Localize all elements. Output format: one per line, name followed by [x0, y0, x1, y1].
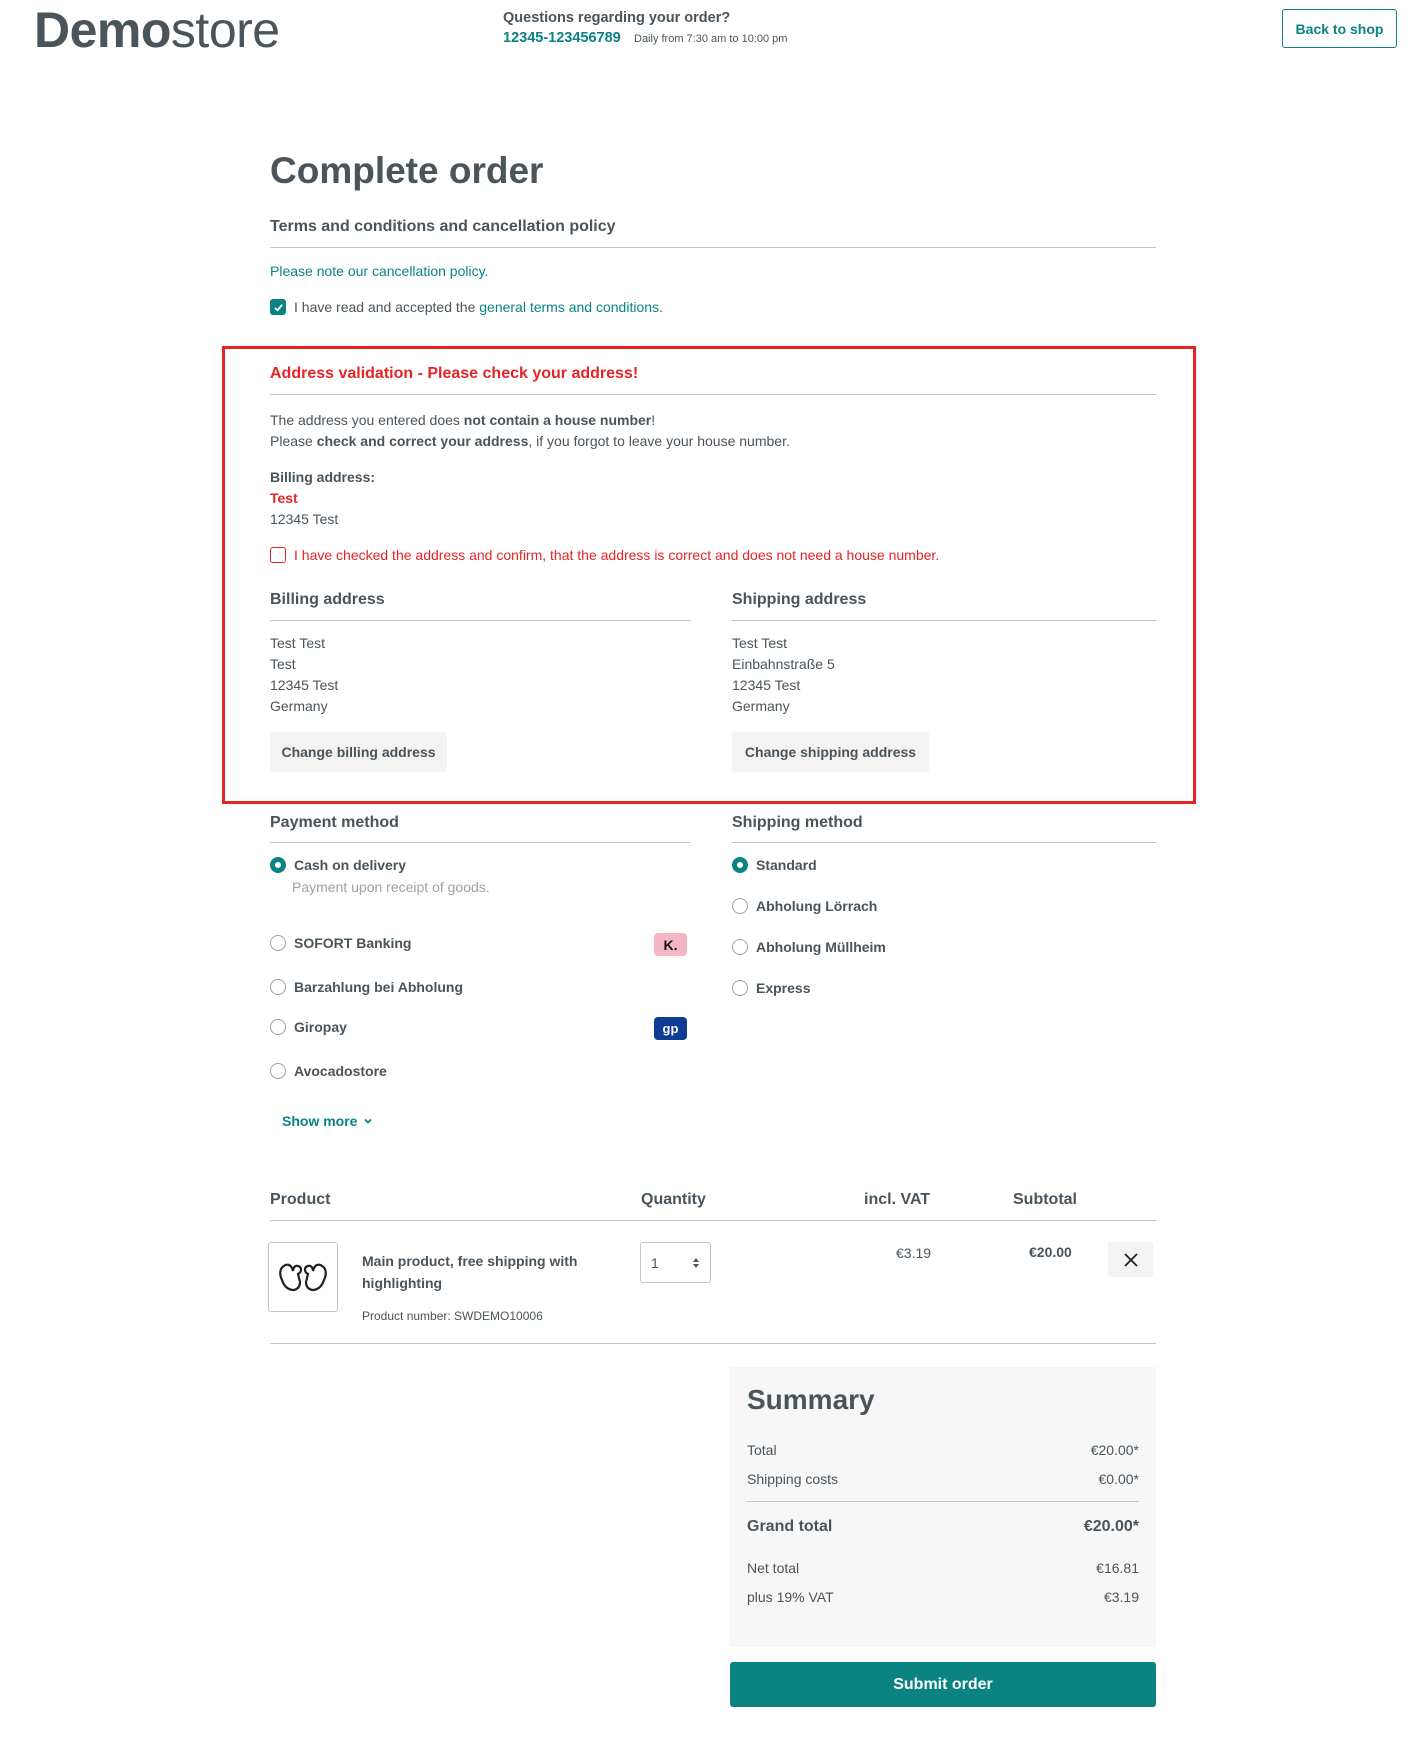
payment-radio[interactable]: [270, 857, 286, 873]
billing-address-title: Billing address: [270, 591, 385, 608]
shipping-option-abholung-muellheim[interactable]: Abholung Müllheim: [732, 939, 886, 955]
terms-title: Terms and conditions and cancellation policy: [270, 218, 616, 235]
missing-house-number-street: Test: [270, 490, 298, 506]
remove-item-button[interactable]: [1108, 1242, 1153, 1277]
payment-radio[interactable]: [270, 1063, 286, 1079]
page-title: Complete order: [270, 150, 544, 191]
summary-shipping-row: Shipping costs €0.00*: [747, 1471, 1139, 1487]
payment-description: Payment upon receipt of goods.: [292, 879, 490, 895]
summary-title: Summary: [747, 1384, 875, 1415]
summary-grand-total-row: Grand total €20.00*: [747, 1518, 1139, 1535]
shipping-address-lines: Test Test Einbahnstraße 5 12345 Test Germany: [732, 635, 835, 714]
divider: [270, 842, 691, 843]
hotline-question: Questions regarding your order?: [503, 10, 731, 26]
hotline-number[interactable]: 12345-123456789: [503, 30, 621, 46]
payment-option-cash-on-delivery[interactable]: Cash on delivery: [270, 857, 406, 873]
item-subtotal: €20.00: [1029, 1244, 1072, 1260]
mittens-icon: [276, 1260, 330, 1294]
payment-option-avocadostore[interactable]: Avocadostore: [270, 1063, 387, 1079]
shipping-radio[interactable]: [732, 857, 748, 873]
divider: [732, 842, 1156, 843]
show-more-button[interactable]: Show more: [282, 1113, 373, 1129]
divider: [732, 620, 1156, 621]
shipping-option-express[interactable]: Express: [732, 980, 810, 996]
sort-arrows-icon: [692, 1257, 700, 1269]
terms-checkbox[interactable]: [270, 299, 286, 315]
address-confirm-row[interactable]: [270, 547, 939, 563]
shipping-radio[interactable]: [732, 980, 748, 996]
divider: [747, 1501, 1139, 1502]
product-number: Product number: SWDEMO10006: [362, 1309, 543, 1323]
giropay-icon: gp: [654, 1017, 687, 1040]
checkmark-icon: [273, 302, 284, 313]
cancellation-policy-link[interactable]: Please note our cancellation policy.: [270, 263, 489, 279]
shipping-option-standard[interactable]: Standard: [732, 857, 817, 873]
summary-vat-row: plus 19% VAT €3.19: [747, 1589, 1139, 1605]
chevron-down-icon: [363, 1116, 373, 1126]
divider: [270, 394, 1156, 395]
column-header-subtotal: Subtotal: [1013, 1191, 1077, 1208]
terms-accept-row[interactable]: I have read and accepted the general terms and conditions.: [270, 299, 663, 315]
address-confirm-checkbox[interactable]: [270, 547, 286, 563]
shipping-method-title: Shipping method: [732, 814, 863, 831]
validation-billing-address: Billing address: Test 12345 Test: [270, 469, 376, 527]
terms-accept-label: I have read and accepted the: [294, 299, 476, 315]
divider: [270, 1343, 1156, 1344]
payment-radio[interactable]: [270, 979, 286, 995]
billing-address-lines: Test Test Test 12345 Test Germany: [270, 635, 339, 714]
back-to-shop-button[interactable]: Back to shop: [1282, 9, 1397, 48]
summary-total-row: Total €20.00*: [747, 1442, 1139, 1458]
submit-order-button[interactable]: Submit order: [730, 1662, 1156, 1707]
klarna-icon: K.: [654, 933, 687, 956]
shipping-address-title: Shipping address: [732, 591, 867, 608]
hotline-hours: Daily from 7:30 am to 10:00 pm: [634, 33, 788, 45]
payment-radio[interactable]: [270, 1019, 286, 1035]
payment-method-title: Payment method: [270, 814, 399, 831]
payment-option-barzahlung[interactable]: Barzahlung bei Abholung: [270, 979, 463, 995]
payment-option-sofort[interactable]: SOFORT Banking: [270, 935, 411, 951]
item-vat: €3.19: [896, 1245, 932, 1261]
store-logo[interactable]: Demostore: [34, 2, 280, 58]
shipping-radio[interactable]: [732, 939, 748, 955]
column-header-vat: incl. VAT: [864, 1191, 931, 1208]
quantity-select[interactable]: 1: [640, 1242, 711, 1283]
product-name[interactable]: Main product, free shipping with highlighting: [362, 1253, 578, 1291]
summary-net-total-row: Net total €16.81: [747, 1560, 1139, 1576]
general-terms-link[interactable]: general terms and conditions: [479, 299, 660, 315]
close-icon: [1123, 1252, 1139, 1268]
address-confirm-label: I have checked the address and confirm, that the address is correct and does not need a house number.: [294, 547, 940, 563]
change-shipping-address-button[interactable]: Change shipping address: [732, 732, 929, 772]
column-header-quantity: Quantity: [641, 1191, 706, 1208]
divider: [270, 620, 691, 621]
address-validation-message: The address you entered does not contain a house number! Please check and correct your address, if you forgot to leave your house number.: [270, 412, 790, 449]
divider: [270, 247, 1156, 248]
shipping-option-abholung-loerrach[interactable]: Abholung Lörrach: [732, 898, 877, 914]
column-header-product: Product: [270, 1191, 331, 1208]
payment-option-giropay[interactable]: Giropay: [270, 1019, 347, 1035]
payment-radio[interactable]: [270, 935, 286, 951]
address-validation-title: Address validation - Please check your address!: [270, 365, 639, 382]
divider: [270, 1220, 1156, 1221]
product-image[interactable]: [268, 1242, 338, 1312]
shipping-radio[interactable]: [732, 898, 748, 914]
change-billing-address-button[interactable]: Change billing address: [270, 732, 447, 772]
